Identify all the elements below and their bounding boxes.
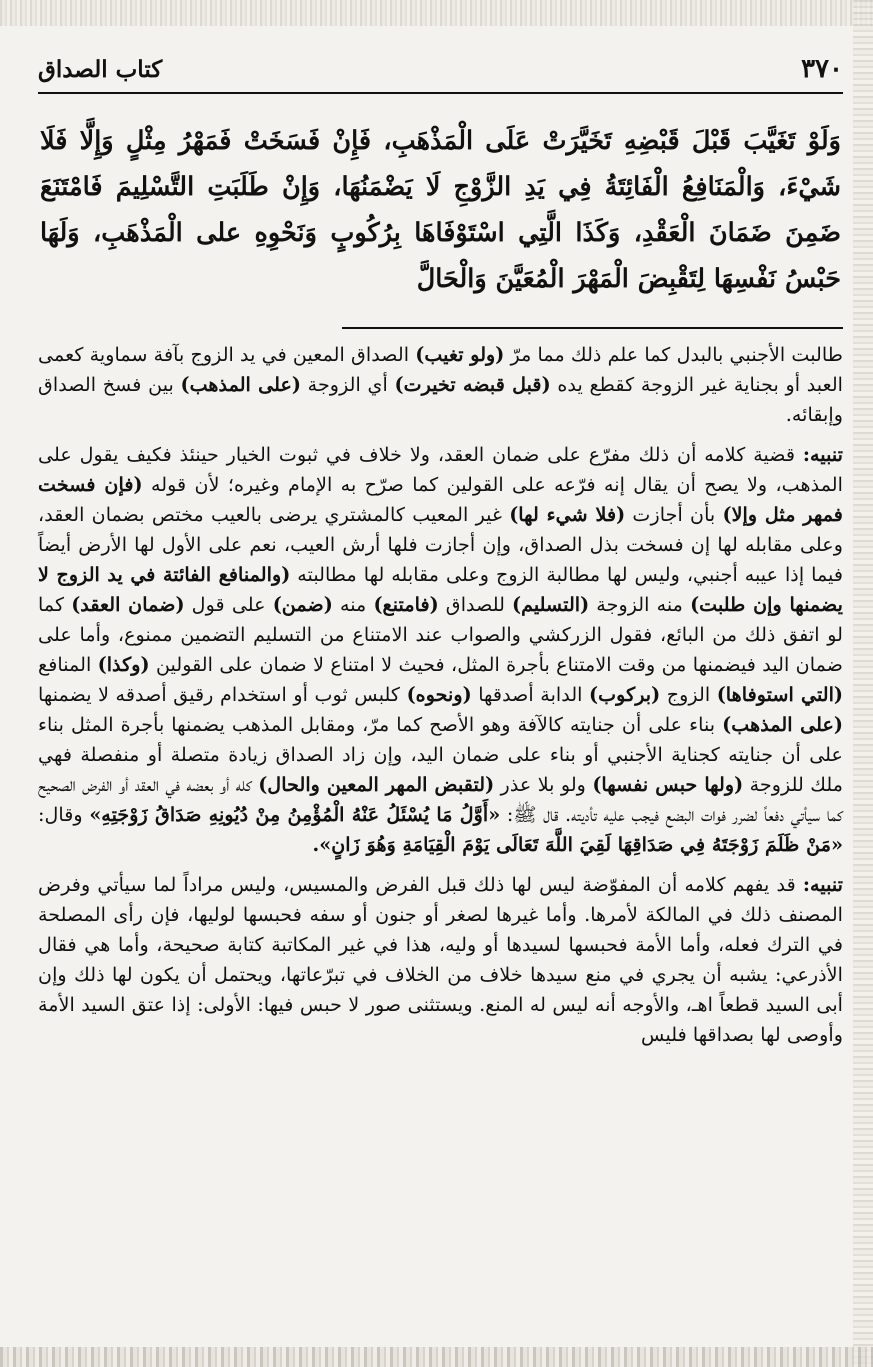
quoted-matn-fragment: (التسليم) xyxy=(512,593,590,616)
quoted-matn-fragment: (والمنافع الفائتة في يد الزوج لا يضمنها وإن طلبت) xyxy=(38,563,844,616)
page-top-edge xyxy=(0,0,873,26)
commentary-text: طالبت الأجنبي بالبدل كما علم ذلك مما مرّ xyxy=(504,343,843,366)
page-number: ٣٧٠ xyxy=(801,54,843,84)
commentary-text: وقال: xyxy=(38,803,90,826)
quoted-matn-fragment: (فلا شيء لها) xyxy=(509,503,626,526)
commentary-text: بناء على أن جنايته كالآفة وهو الأصح كما مرّ، ومقابل المذهب يضمنها بأجرة المثل بناء على أن جنايته كجناية الأجنبي أو بناء على ضمان اليد، وإن زاد الصداق زيادة متصلة أو منفصلة فهي ملك للزوجة xyxy=(38,713,843,796)
commentary-paragraph-2 xyxy=(38,440,843,860)
commentary-text: على قول xyxy=(184,593,273,616)
commentary-paragraph-1 xyxy=(38,340,843,430)
chapter-title: كتاب الصداق xyxy=(38,56,163,83)
page-header xyxy=(38,54,843,86)
commentary-paragraph-3 xyxy=(38,870,843,1050)
header-rule xyxy=(38,92,843,94)
commentary-text: كلبس ثوب أو استخدام رقيق أصدقه لا يضمنها xyxy=(38,683,407,706)
main-text-paragraph: وَلَوْ تَغَيَّبَ قَبْلَ قَبْضِهِ تَخَيَّرَتْ عَلَى الْمَذْهَبِ، فَإِنْ فَسَخَتْ فَمَهْرُ مِثْلٍ وَإِلَّا فَلَا شَيْءَ، وَالْمَنَافِعُ الْفَائِتَةُ فِي يَدِ الزَّوْجِ لَا يَضْمَنُهَا، وَإِنْ طَلَبَتِ التَّسْلِيمَ فَامْتَنَعَ ضَمِنَ ضَمَانَ الْعَقْدِ، وَكَذَا الَّتِي اسْتَوْفَاهَا بِرُكُوبٍ وَنَحْوِهِ على الْمَذْهَبِ، وَلَهَا حَبْسُ نَفْسِهَا لِتَقْبِضَ الْمَهْرَ الْمُعَيَّنَ وَالْحَالَّ xyxy=(40,126,841,294)
commentary-text: قد يفهم كلامه أن المفوّضة ليس لها ذلك قبل الفرض والمسيس، وليس مراداً لما سيأتي وفرض المصنف ذلك في المالكة لأمرها. وأما غيرها لصغر أو جنون أو سفه فحبسها لوليها، فإن رأى المصلحة في الترك فعله، وأما الأمة فحبسها لسيدها أو وليه، هذا في غير المكاتبة كتابة صحيحة، وأما هي فقال الأذرعي: يشبه أن يجري في منع سيدها خلاف من الخلاف في تبرّعاتها، ويحتمل أن يكون لها ذلك وإن أبى السيد قطعاً اهـ، والأوجه أنه ليس له المنع. ويستثنى صور لا حبس فيها: الأولى: إذا عتق السيد الأمة وأوصى لها بصداقها فليس xyxy=(38,873,843,1046)
quoted-matn-fragment: (ولها حبس نفسها) xyxy=(592,773,744,796)
quoted-matn-fragment: «أَوَّلُ مَا يُسْئَلُ عَنْهُ الْمُؤْمِنُ مِنْ دُيُونِهِ صَدَاقُ زَوْجَتِهِ» xyxy=(89,803,501,826)
commentary-text: كما لو اتفق ذلك من البائع، فقول الزركشي والصواب عند الامتناع من التسليم التضمين ممنوع، وأما على ضمان اليد فيضمنها من وقت الامتناع بأجرة المثل، فحيث لا امتناع لا ضمان على القولين xyxy=(38,593,844,676)
quoted-matn-fragment: (ضمان العقد) xyxy=(71,593,185,616)
commentary-text: الصداق المعين في يد الزوج بآفة سماوية كعمى العبد أو بجناية غير الزوجة كقطع يده xyxy=(38,343,844,396)
commentary-text: منه xyxy=(332,593,374,616)
quoted-matn-fragment: (بركوب) xyxy=(589,683,661,706)
quoted-matn-fragment: تنبيه: xyxy=(802,873,843,896)
commentary-text: غير المعيب كالمشتري يرضى بالعيب مختص بضمان العقد، وعلى مقابله لها إن فسخت بذل الصداق، وإن أجازت فلها أرش العيب، نعم على الأول لها الأرض أيضاً فيما إذا عيبه أجنبي، وليس لها مطالبة الزوج وعلى مقابله لها مطالبته xyxy=(38,503,844,586)
commentary-text: بين فسخ الصداق وإبقائه. xyxy=(38,373,843,426)
footnote-separator xyxy=(342,327,843,329)
commentary-text: كله أو بعضه في العقد أو الفرض الصحيح كما سيأتي دفعاً لضرر فوات البضع فيجب عليه تأديته. قال ﷺ: xyxy=(38,773,843,826)
quoted-matn-fragment: (على المذهب) xyxy=(180,373,301,396)
quoted-matn-fragment: (لتقبض المهر المعين والحال) xyxy=(258,773,495,796)
page-binding-edge xyxy=(853,0,873,1367)
page-bottom-edge xyxy=(0,1347,873,1367)
main-text xyxy=(40,118,841,302)
quoted-matn-fragment: (ولو تغيب) xyxy=(415,343,505,366)
quoted-matn-fragment: «مَنْ ظَلَمَ زَوْجَتَهُ فِي صَدَاقِهَا لَقِيَ اللَّهَ تَعَالَى يَوْمَ الْقِيَامَةِ وَهُوَ زَانٍ». xyxy=(312,833,843,856)
commentary-text: الزوج xyxy=(660,683,717,706)
quoted-matn-fragment: تنبيه: xyxy=(802,443,843,466)
quoted-matn-fragment: (ونحوه) xyxy=(406,683,472,706)
quoted-matn-fragment: (التي استوفاها) xyxy=(716,683,843,706)
commentary-text: بأن أجازت xyxy=(625,503,723,526)
commentary-text: الدابة أصدقها xyxy=(471,683,590,706)
quoted-matn-fragment: (ضمن) xyxy=(272,593,333,616)
quoted-matn-fragment: (وكذا) xyxy=(97,653,150,676)
quoted-matn-fragment: (فامتنع) xyxy=(373,593,439,616)
commentary xyxy=(38,340,843,1056)
quoted-matn-fragment: (فإن فسخت فمهر مثل وإلا) xyxy=(38,473,843,526)
quoted-matn-fragment: (قبل قبضه تخيرت) xyxy=(394,373,551,396)
commentary-text: أي الزوجة xyxy=(301,373,395,396)
commentary-text: قضية كلامه أن ذلك مفرّع على ضمان العقد، ولا خلاف في ثبوت الخيار حينئذ فكيف يقول على المذهب، ولا يصح أن يقال إنه فرّعه على القولين كما صرّح به الإمام وغيره؛ لأن قوله xyxy=(38,443,843,496)
commentary-text: منه الزوجة xyxy=(589,593,691,616)
commentary-text: للصداق xyxy=(438,593,513,616)
commentary-text: ولو بلا عذر xyxy=(494,773,593,796)
quoted-matn-fragment: (على المذهب) xyxy=(722,713,843,736)
commentary-text: المنافع xyxy=(38,653,98,676)
